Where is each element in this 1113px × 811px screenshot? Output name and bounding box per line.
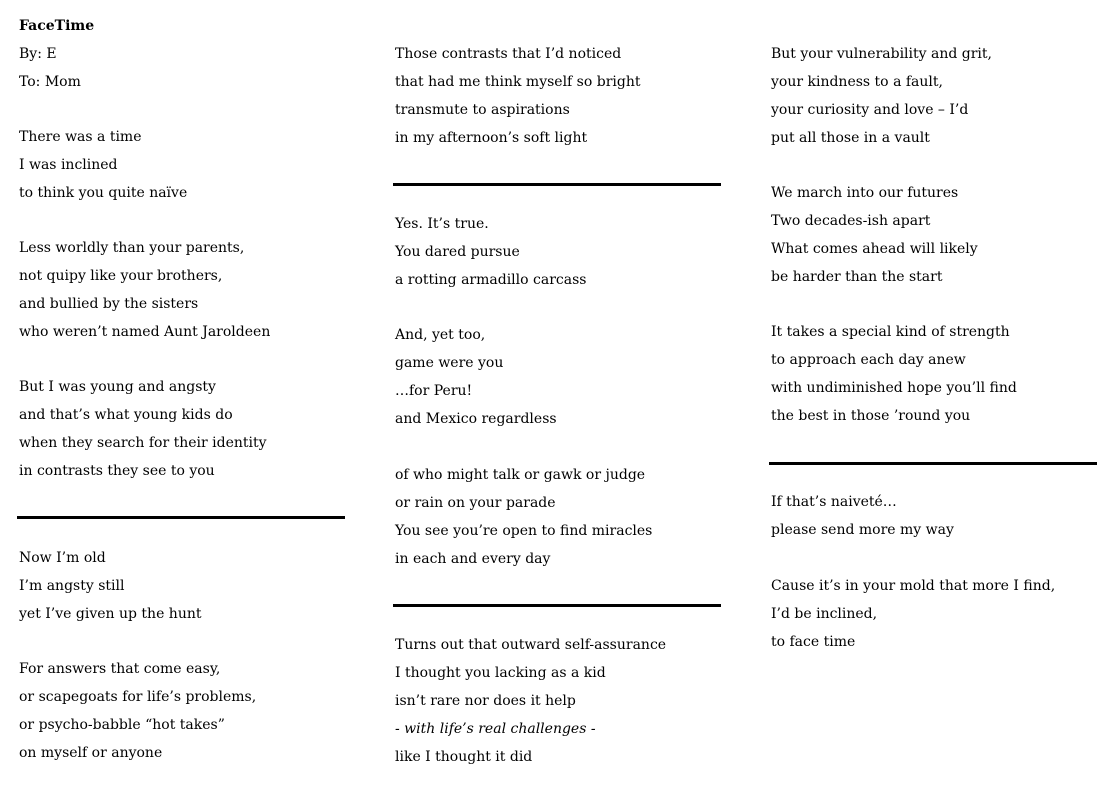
poem-line: But your vulnerability and grit, xyxy=(771,46,992,62)
poem-line: Yes. It’s true. xyxy=(395,216,489,232)
poem-line: of who might talk or gawk or judge xyxy=(395,467,646,483)
poem-line: please send more my way xyxy=(771,522,954,538)
poem-line: It takes a special kind of strength xyxy=(771,324,1010,340)
poem-line: be harder than the start xyxy=(771,269,943,285)
poem-line: Now I’m old xyxy=(19,550,106,566)
poem-line: on myself or anyone xyxy=(19,745,163,761)
poem-line: Two decades-ish apart xyxy=(771,213,931,229)
poem-line: You dared pursue xyxy=(395,244,520,260)
poem-line: I was inclined xyxy=(19,157,118,173)
poem-recipient: To: Mom xyxy=(19,74,81,90)
poem-line: game were you xyxy=(395,355,504,371)
poem-line: with undiminished hope you’ll find xyxy=(771,380,1017,396)
poem-line: put all those in a vault xyxy=(771,130,930,146)
poem-line: or scapegoats for life’s problems, xyxy=(19,689,257,705)
poem-line: to face time xyxy=(771,634,856,650)
poem-line: to approach each day anew xyxy=(771,352,966,368)
section-divider xyxy=(393,604,721,607)
poem-line: Those contrasts that I’d noticed xyxy=(395,46,622,62)
poem-line-italic: - with life’s real challenges - xyxy=(395,721,596,737)
poem-line: or psycho-babble “hot takes” xyxy=(19,717,225,733)
poem-line: transmute to aspirations xyxy=(395,102,570,118)
poem-line: your kindness to a fault, xyxy=(771,74,943,90)
poem-line: I’m angsty still xyxy=(19,578,125,594)
poem-line: Less worldly than your parents, xyxy=(19,240,245,256)
poem-line: in each and every day xyxy=(395,551,551,567)
poem-line: What comes ahead will likely xyxy=(771,241,978,257)
poem-line: a rotting armadillo carcass xyxy=(395,272,587,288)
section-divider xyxy=(17,516,345,519)
poem-line: You see you’re open to find miracles xyxy=(395,523,653,539)
poem-line: not quipy like your brothers, xyxy=(19,268,223,284)
poem-line: your curiosity and love – I’d xyxy=(771,102,969,118)
poem-line: Turns out that outward self-assurance xyxy=(395,637,667,653)
poem-line: isn’t rare nor does it help xyxy=(395,693,576,709)
poem-line: For answers that come easy, xyxy=(19,661,221,677)
poem-line: when they search for their identity xyxy=(19,435,267,451)
section-divider xyxy=(769,462,1097,465)
poem-line: and Mexico regardless xyxy=(395,411,557,427)
poem-line: And, yet too, xyxy=(395,327,486,343)
poem-line: and that’s what young kids do xyxy=(19,407,233,423)
poem-byline: By: E xyxy=(19,46,57,62)
poem-line: in my afternoon’s soft light xyxy=(395,130,588,146)
poem-line: like I thought it did xyxy=(395,749,533,765)
poem-line: who weren’t named Aunt Jaroldeen xyxy=(19,324,271,340)
poem-line: in contrasts they see to you xyxy=(19,463,215,479)
poem-line: Cause it’s in your mold that more I find, xyxy=(771,578,1056,594)
poem-line: If that’s naiveté… xyxy=(771,494,897,510)
poem-line: But I was young and angsty xyxy=(19,379,216,395)
poem-line: the best in those ’round you xyxy=(771,408,971,424)
section-divider xyxy=(393,183,721,186)
poem-line: and bullied by the sisters xyxy=(19,296,199,312)
poem-line: There was a time xyxy=(19,129,142,145)
poem-line: We march into our futures xyxy=(771,185,959,201)
poem-line: to think you quite naïve xyxy=(19,185,188,201)
poem-line: or rain on your parade xyxy=(395,495,556,511)
poem-line: I’d be inclined, xyxy=(771,606,878,622)
poem-line: I thought you lacking as a kid xyxy=(395,665,606,681)
poem-line: yet I’ve given up the hunt xyxy=(19,606,202,622)
poem-line: …for Peru! xyxy=(395,383,473,399)
poem-title: FaceTime xyxy=(19,18,95,34)
poem-line: that had me think myself so bright xyxy=(395,74,641,90)
